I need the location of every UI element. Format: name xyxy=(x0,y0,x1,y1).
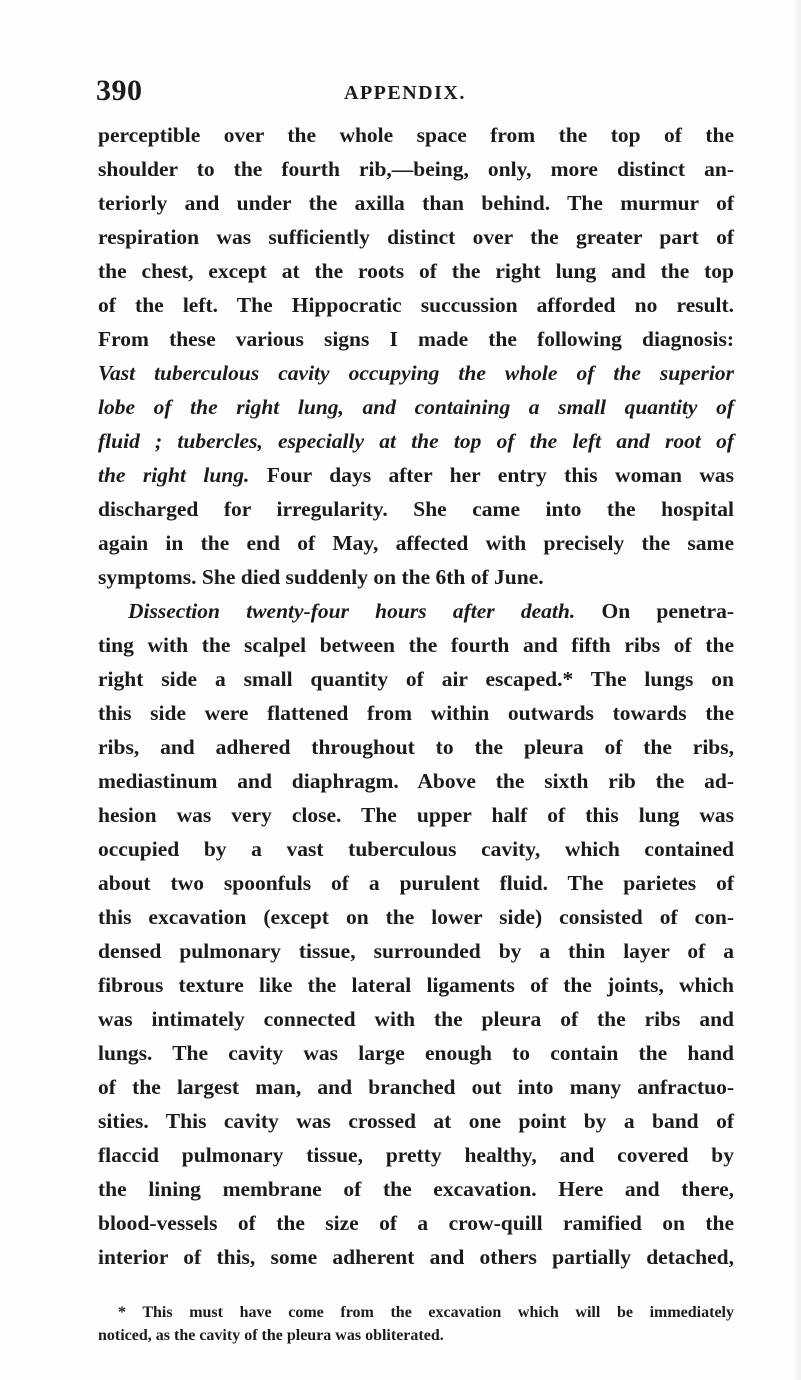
text-line: was intimately connected with the pleura of the ribs and xyxy=(98,1007,734,1031)
text-line: symptoms. She died suddenly on the 6th of June. xyxy=(98,565,544,589)
running-head: APPENDIX. xyxy=(344,82,466,104)
text-line: again in the end of May, affected with precisely the same xyxy=(98,531,734,555)
footnote xyxy=(98,1301,734,1347)
text-line: perceptible over the whole space from the top of the xyxy=(98,123,734,147)
text-line: ribs, and adhered throughout to the pleura of the ribs, xyxy=(98,735,734,759)
text-line: discharged for irregularity. She came into the hospital xyxy=(98,497,734,521)
text-line: densed pulmonary tissue, surrounded by a thin layer of a xyxy=(98,939,734,963)
text-line: blood-vessels of the size of a crow-quill ramified on the xyxy=(98,1211,734,1235)
text-line: respiration was sufficiently distinct over the greater part of xyxy=(98,225,734,249)
text-line: interior of this, some adherent and others partially detached, xyxy=(98,1245,734,1269)
page-number: 390 xyxy=(96,74,143,107)
text-line: of the largest man, and branched out into many anfractuo- xyxy=(98,1075,734,1099)
diagnosis-end: the right lung. xyxy=(98,463,250,487)
text-line: about two spoonfuls of a purulent fluid. The parietes of xyxy=(98,871,734,895)
text-line: mediastinum and diaphragm. Above the sixth rib the ad- xyxy=(98,769,734,793)
text-line: shoulder to the fourth rib,—being, only, more distinct an- xyxy=(98,157,734,181)
text-line: sities. This cavity was crossed at one point by a band of xyxy=(98,1109,734,1133)
text-line: occupied by a vast tuberculous cavity, which contained xyxy=(98,837,734,861)
text-line: fibrous texture like the lateral ligaments of the joints, which xyxy=(98,973,734,997)
text-continuation: On penetra- xyxy=(601,599,735,623)
footnote-line: noticed, as the cavity of the pleura was obliterated. xyxy=(98,1327,444,1344)
page-header xyxy=(96,74,736,108)
text-line: the chest, except at the roots of the right lung and the top xyxy=(98,259,734,283)
text-line: From these various signs I made the following diagnosis: xyxy=(98,327,734,351)
diagnosis-line: lobe of the right lung, and containing a small quantity of xyxy=(98,395,734,419)
text-line: this side were flattened from within outwards towards the xyxy=(98,701,734,725)
text-line: right side a small quantity of air escaped.* The lungs on xyxy=(98,667,734,691)
text-line-mixed xyxy=(98,594,734,628)
text-line: this excavation (except on the lower side) consisted of con- xyxy=(98,905,734,929)
page-edge-shadow xyxy=(791,0,801,1380)
section-heading-dissection: Dissection twenty-four hours after death. xyxy=(128,599,576,623)
text-line: ting with the scalpel between the fourth and fifth ribs of the xyxy=(98,633,734,657)
text-line: flaccid pulmonary tissue, pretty healthy, and covered by xyxy=(98,1143,734,1167)
diagnosis-line: fluid ; tubercles, especially at the top of the left and root of xyxy=(98,429,734,453)
footnote-line: * This must have come from the excavation which will be immediately xyxy=(118,1304,734,1321)
text-line: of the left. The Hippocratic succussion afforded no result. xyxy=(98,293,734,317)
text-line: lungs. The cavity was large enough to contain the hand xyxy=(98,1041,734,1065)
body-text xyxy=(98,118,734,1274)
text-line: teriorly and under the axilla than behind. The murmur of xyxy=(98,191,734,215)
diagnosis-line: Vast tuberculous cavity occupying the whole of the superior xyxy=(98,361,734,385)
text-continuation: Four days after her entry this woman was xyxy=(266,463,735,487)
text-line: hesion was very close. The upper half of this lung was xyxy=(98,803,734,827)
text-line: the lining membrane of the excavation. Here and there, xyxy=(98,1177,734,1201)
text-line-mixed xyxy=(98,458,734,492)
